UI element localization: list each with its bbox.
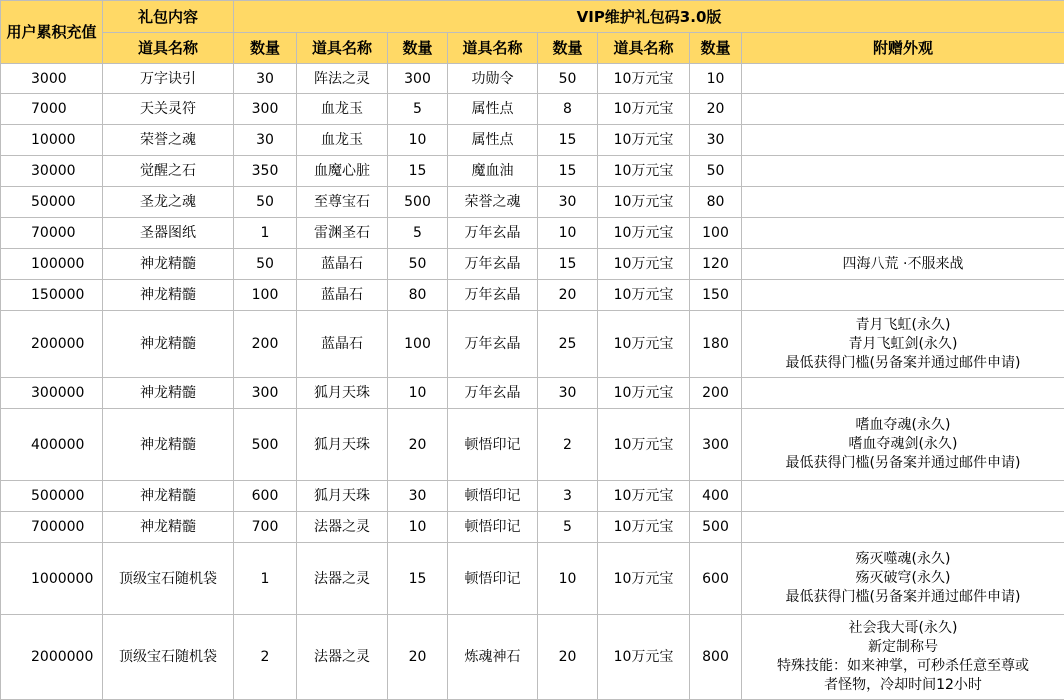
header-row-2 bbox=[1, 33, 1064, 64]
item-name: 圣龙之魂 bbox=[103, 187, 234, 218]
item-name: 神龙精髓 bbox=[103, 378, 234, 409]
item-name: 天关灵符 bbox=[103, 94, 234, 125]
item-name: 血魔心脏 bbox=[297, 156, 388, 187]
item-qty: 80 bbox=[388, 280, 448, 311]
bonus-appearance bbox=[742, 218, 1064, 249]
item-qty: 50 bbox=[234, 187, 297, 218]
item-name: 万年玄晶 bbox=[448, 218, 538, 249]
item-qty: 500 bbox=[234, 409, 297, 481]
item-qty: 1 bbox=[234, 543, 297, 615]
item-qty: 50 bbox=[234, 249, 297, 280]
item-name: 顿悟印记 bbox=[448, 409, 538, 481]
item-name: 10万元宝 bbox=[598, 512, 690, 543]
item-qty: 150 bbox=[690, 280, 742, 311]
item-qty: 5 bbox=[538, 512, 598, 543]
item-name: 蓝晶石 bbox=[297, 249, 388, 280]
item-name: 属性点 bbox=[448, 94, 538, 125]
item-qty: 10 bbox=[538, 543, 598, 615]
item-qty: 2 bbox=[538, 409, 598, 481]
bonus-appearance bbox=[742, 249, 1064, 280]
bonus-appearance bbox=[742, 481, 1064, 512]
item-qty: 100 bbox=[690, 218, 742, 249]
recharge-amount: 150000 bbox=[1, 280, 103, 311]
bonus-line: 特殊技能：如来神掌，可秒杀任意至尊或 bbox=[742, 657, 1064, 676]
item-qty: 30 bbox=[690, 125, 742, 156]
item-name: 10万元宝 bbox=[598, 249, 690, 280]
table-row bbox=[1, 409, 1064, 481]
item-qty: 30 bbox=[388, 481, 448, 512]
bonus-appearance bbox=[742, 311, 1064, 378]
item-qty: 600 bbox=[234, 481, 297, 512]
bonus-line: 社会我大哥(永久) bbox=[742, 619, 1064, 638]
item-name: 神龙精髓 bbox=[103, 512, 234, 543]
bonus-appearance bbox=[742, 378, 1064, 409]
bonus-line: 殇灭噬魂(永久) bbox=[742, 550, 1064, 569]
item-name: 荣誉之魂 bbox=[448, 187, 538, 218]
item-qty: 8 bbox=[538, 94, 598, 125]
item-qty: 300 bbox=[388, 64, 448, 94]
item-qty: 15 bbox=[388, 543, 448, 615]
item-name: 10万元宝 bbox=[598, 311, 690, 378]
item-qty: 100 bbox=[234, 280, 297, 311]
recharge-amount: 30000 bbox=[1, 156, 103, 187]
item-qty: 200 bbox=[234, 311, 297, 378]
col-bonus-header: 附赠外观 bbox=[742, 33, 1064, 64]
table-row bbox=[1, 64, 1064, 94]
table-row bbox=[1, 378, 1064, 409]
bonus-appearance bbox=[742, 64, 1064, 94]
item-name: 万字诀引 bbox=[103, 64, 234, 94]
table-row bbox=[1, 187, 1064, 218]
recharge-amount: 50000 bbox=[1, 187, 103, 218]
item-name: 顿悟印记 bbox=[448, 512, 538, 543]
item-qty: 20 bbox=[388, 615, 448, 700]
item-name: 狐月天珠 bbox=[297, 481, 388, 512]
header-row-1 bbox=[1, 1, 1064, 33]
item-qty: 350 bbox=[234, 156, 297, 187]
col-qty-header: 数量 bbox=[538, 33, 598, 64]
table-row bbox=[1, 481, 1064, 512]
bonus-appearance bbox=[742, 94, 1064, 125]
table-row bbox=[1, 156, 1064, 187]
item-qty: 700 bbox=[234, 512, 297, 543]
item-qty: 20 bbox=[538, 615, 598, 700]
bonus-line: 四海八荒 ·不服来战 bbox=[742, 255, 1064, 274]
table-row bbox=[1, 512, 1064, 543]
item-name: 觉醒之石 bbox=[103, 156, 234, 187]
table-row bbox=[1, 249, 1064, 280]
recharge-amount: 300000 bbox=[1, 378, 103, 409]
item-qty: 20 bbox=[690, 94, 742, 125]
table-row bbox=[1, 615, 1064, 700]
col-item-header: 道具名称 bbox=[448, 33, 538, 64]
item-qty: 30 bbox=[538, 378, 598, 409]
recharge-amount: 70000 bbox=[1, 218, 103, 249]
item-qty: 10 bbox=[388, 512, 448, 543]
item-qty: 500 bbox=[388, 187, 448, 218]
item-name: 蓝晶石 bbox=[297, 280, 388, 311]
item-qty: 3 bbox=[538, 481, 598, 512]
item-name: 神龙精髓 bbox=[103, 311, 234, 378]
item-name: 10万元宝 bbox=[598, 187, 690, 218]
item-name: 10万元宝 bbox=[598, 64, 690, 94]
bonus-line: 嗜血夺魂剑(永久) bbox=[742, 435, 1064, 454]
item-name: 10万元宝 bbox=[598, 280, 690, 311]
col-qty-header: 数量 bbox=[388, 33, 448, 64]
item-qty: 600 bbox=[690, 543, 742, 615]
item-name: 10万元宝 bbox=[598, 409, 690, 481]
bonus-appearance bbox=[742, 187, 1064, 218]
recharge-amount: 7000 bbox=[1, 94, 103, 125]
bonus-appearance bbox=[742, 280, 1064, 311]
bonus-line: 殇灭破穹(永久) bbox=[742, 569, 1064, 588]
item-qty: 5 bbox=[388, 218, 448, 249]
item-qty: 25 bbox=[538, 311, 598, 378]
item-name: 顿悟印记 bbox=[448, 481, 538, 512]
item-name: 顿悟印记 bbox=[448, 543, 538, 615]
item-qty: 300 bbox=[234, 378, 297, 409]
item-qty: 100 bbox=[388, 311, 448, 378]
item-qty: 2 bbox=[234, 615, 297, 700]
bonus-line: 最低获得门槛(另备案并通过邮件申请) bbox=[742, 588, 1064, 607]
item-name: 顶级宝石随机袋 bbox=[103, 543, 234, 615]
item-name: 狐月天珠 bbox=[297, 409, 388, 481]
bonus-line: 最低获得门槛(另备案并通过邮件申请) bbox=[742, 454, 1064, 473]
item-qty: 200 bbox=[690, 378, 742, 409]
item-qty: 10 bbox=[388, 125, 448, 156]
recharge-amount: 500000 bbox=[1, 481, 103, 512]
item-name: 荣誉之魂 bbox=[103, 125, 234, 156]
table-row bbox=[1, 94, 1064, 125]
recharge-amount: 1000000 bbox=[1, 543, 103, 615]
bonus-line: 者怪物，冷却时间12小时 bbox=[742, 676, 1064, 695]
item-name: 神龙精髓 bbox=[103, 409, 234, 481]
col-qty-header: 数量 bbox=[234, 33, 297, 64]
bonus-appearance bbox=[742, 512, 1064, 543]
item-qty: 10 bbox=[538, 218, 598, 249]
item-qty: 800 bbox=[690, 615, 742, 700]
recharge-amount: 10000 bbox=[1, 125, 103, 156]
item-qty: 180 bbox=[690, 311, 742, 378]
col-item-header: 道具名称 bbox=[297, 33, 388, 64]
item-name: 万年玄晶 bbox=[448, 280, 538, 311]
item-qty: 30 bbox=[538, 187, 598, 218]
item-name: 10万元宝 bbox=[598, 218, 690, 249]
item-qty: 30 bbox=[234, 125, 297, 156]
recharge-amount: 100000 bbox=[1, 249, 103, 280]
item-qty: 1 bbox=[234, 218, 297, 249]
item-name: 10万元宝 bbox=[598, 481, 690, 512]
item-qty: 5 bbox=[388, 94, 448, 125]
item-qty: 15 bbox=[538, 156, 598, 187]
col-item-header: 道具名称 bbox=[598, 33, 690, 64]
item-name: 法器之灵 bbox=[297, 615, 388, 700]
item-name: 神龙精髓 bbox=[103, 481, 234, 512]
item-name: 10万元宝 bbox=[598, 156, 690, 187]
table-row bbox=[1, 543, 1064, 615]
item-name: 蓝晶石 bbox=[297, 311, 388, 378]
item-name: 万年玄晶 bbox=[448, 378, 538, 409]
table-row bbox=[1, 218, 1064, 249]
item-name: 血龙玉 bbox=[297, 94, 388, 125]
item-name: 10万元宝 bbox=[598, 615, 690, 700]
user-recharge-header: 用户累积充值 bbox=[1, 1, 103, 64]
item-qty: 50 bbox=[690, 156, 742, 187]
bonus-appearance bbox=[742, 543, 1064, 615]
item-qty: 300 bbox=[234, 94, 297, 125]
bonus-line: 新定制称号 bbox=[742, 638, 1064, 657]
item-name: 至尊宝石 bbox=[297, 187, 388, 218]
table-row bbox=[1, 280, 1064, 311]
item-qty: 15 bbox=[538, 249, 598, 280]
item-qty: 10 bbox=[690, 64, 742, 94]
item-name: 顶级宝石随机袋 bbox=[103, 615, 234, 700]
item-name: 圣器图纸 bbox=[103, 218, 234, 249]
item-name: 血龙玉 bbox=[297, 125, 388, 156]
item-qty: 120 bbox=[690, 249, 742, 280]
item-qty: 10 bbox=[388, 378, 448, 409]
item-name: 功勋令 bbox=[448, 64, 538, 94]
recharge-amount: 2000000 bbox=[1, 615, 103, 700]
item-qty: 15 bbox=[538, 125, 598, 156]
item-name: 炼魂神石 bbox=[448, 615, 538, 700]
item-name: 狐月天珠 bbox=[297, 378, 388, 409]
item-name: 法器之灵 bbox=[297, 512, 388, 543]
item-qty: 500 bbox=[690, 512, 742, 543]
item-qty: 400 bbox=[690, 481, 742, 512]
item-qty: 20 bbox=[388, 409, 448, 481]
item-name: 阵法之灵 bbox=[297, 64, 388, 94]
item-name: 雷渊圣石 bbox=[297, 218, 388, 249]
col-item-header: 道具名称 bbox=[103, 33, 234, 64]
bonus-line: 青月飞虹(永久) bbox=[742, 316, 1064, 335]
table-row bbox=[1, 125, 1064, 156]
bonus-line: 青月飞虹剑(永久) bbox=[742, 335, 1064, 354]
item-qty: 50 bbox=[388, 249, 448, 280]
recharge-amount: 400000 bbox=[1, 409, 103, 481]
col-qty-header: 数量 bbox=[690, 33, 742, 64]
item-name: 神龙精髓 bbox=[103, 249, 234, 280]
table-title: VIP维护礼包码3.0版 bbox=[234, 1, 1064, 33]
item-qty: 15 bbox=[388, 156, 448, 187]
bonus-line: 嗜血夺魂(永久) bbox=[742, 416, 1064, 435]
bonus-appearance bbox=[742, 615, 1064, 700]
item-name: 万年玄晶 bbox=[448, 249, 538, 280]
item-qty: 80 bbox=[690, 187, 742, 218]
item-name: 魔血油 bbox=[448, 156, 538, 187]
package-content-header: 礼包内容 bbox=[103, 1, 234, 33]
item-name: 10万元宝 bbox=[598, 125, 690, 156]
item-qty: 30 bbox=[234, 64, 297, 94]
bonus-appearance bbox=[742, 409, 1064, 481]
recharge-amount: 700000 bbox=[1, 512, 103, 543]
bonus-appearance bbox=[742, 156, 1064, 187]
item-name: 属性点 bbox=[448, 125, 538, 156]
recharge-amount: 3000 bbox=[1, 64, 103, 94]
recharge-amount: 200000 bbox=[1, 311, 103, 378]
item-name: 10万元宝 bbox=[598, 543, 690, 615]
item-name: 法器之灵 bbox=[297, 543, 388, 615]
item-qty: 300 bbox=[690, 409, 742, 481]
bonus-appearance bbox=[742, 125, 1064, 156]
item-name: 10万元宝 bbox=[598, 94, 690, 125]
item-qty: 50 bbox=[538, 64, 598, 94]
item-name: 10万元宝 bbox=[598, 378, 690, 409]
item-name: 神龙精髓 bbox=[103, 280, 234, 311]
item-name: 万年玄晶 bbox=[448, 311, 538, 378]
table-row bbox=[1, 311, 1064, 378]
item-qty: 20 bbox=[538, 280, 598, 311]
bonus-line: 最低获得门槛(另备案并通过邮件申请) bbox=[742, 354, 1064, 373]
